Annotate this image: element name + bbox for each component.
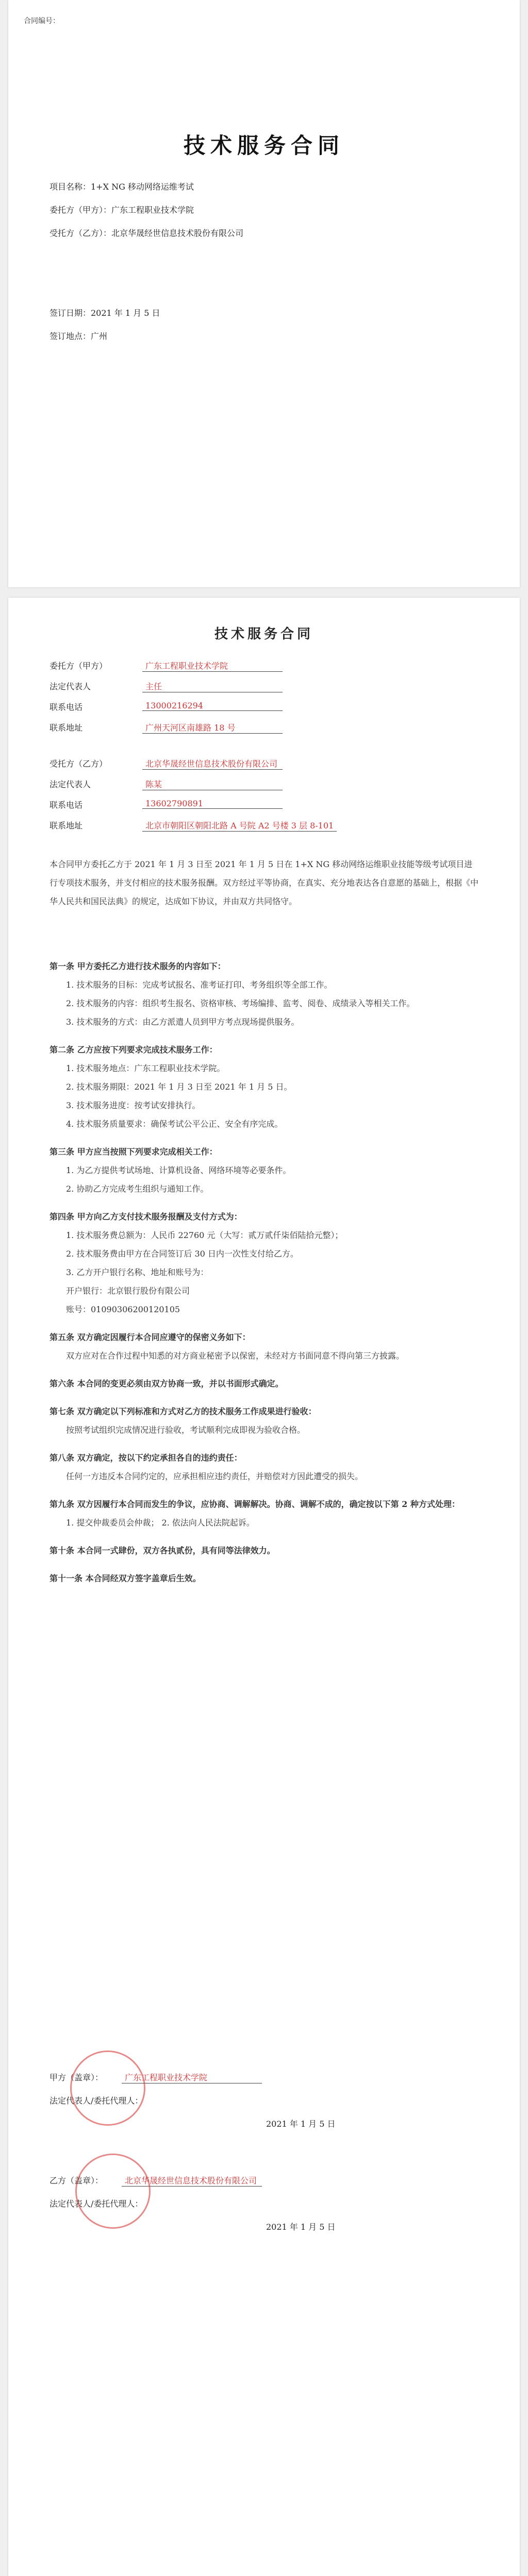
party-a-rep-value: 主任	[142, 680, 283, 692]
party-b-rep-label: 法定代表人	[50, 779, 91, 789]
clause-line: 第一条 甲方委托乙方进行技术服务的内容如下：	[50, 961, 226, 971]
clause-line: 第七条 双方确定以下列标准和方式对乙方的技术服务工作成果进行验收：	[50, 1406, 317, 1416]
party-a-seal-icon	[70, 2050, 145, 2126]
party-a-label: 委托方（甲方）	[50, 661, 108, 671]
cover-party-b: 受托方（乙方）：北京华晟经世信息技术股份有限公司	[50, 228, 244, 238]
clause-line: 2. 技术服务的内容：组织考生报名、资格审核、考场编排、监考、阅卷、成绩录入等相关工作。	[66, 998, 415, 1008]
sign-a-value: 广东工程职业技术学院	[122, 2071, 262, 2083]
cover-title: 技术服务合同	[183, 133, 344, 158]
clause-line: 第六条 本合同的变更必须由双方协商一致，并以书面形式确定。	[50, 1379, 284, 1388]
clause-line: 1. 技术服务地点：广东工程职业技术学院。	[66, 1063, 225, 1073]
sign-a-date: 2021 年 1 月 5 日	[266, 2119, 336, 2129]
clause-line: 任何一方违反本合同约定的，应承担相应违约责任，并赔偿对方因此遭受的损失。	[66, 1471, 364, 1481]
clause-line: 1. 技术服务费总额为：人民币 22760 元（大写：贰万贰仟柒佰陆拾元整）；	[66, 1230, 343, 1240]
party-b-label: 受托方（乙方）	[50, 759, 108, 769]
contract-number: 合同编号：	[24, 17, 60, 25]
party-a-phone-value: 13000216294	[142, 701, 283, 711]
party-b-address-value: 北京市朝阳区朝阳北路 A 号院 A2 号楼 3 层 8-101	[142, 819, 337, 832]
cover-party-a: 委托方（甲方）：广东工程职业技术学院	[50, 205, 194, 215]
clause-line: 1. 为乙方提供考试场地、计算机设备、网络环境等必要条件。	[66, 1165, 291, 1175]
party-a-value: 广东工程职业技术学院	[142, 659, 283, 672]
cover-project-name: 项目名称：1+X NG 移动网络运维考试	[50, 182, 194, 192]
party-b-phone-label: 联系电话	[50, 800, 83, 810]
clause-line: 2. 协助乙方完成考生组织与通知工作。	[66, 1184, 209, 1194]
contract-clauses	[50, 948, 478, 1588]
party-b-rep-value: 陈某	[142, 778, 283, 790]
contract-body-page	[8, 598, 520, 2576]
sign-a-label: 甲方（盖章）：	[50, 2073, 104, 2082]
clause-line: 账号：01090306200120105	[66, 1304, 180, 1314]
sign-b-value: 北京华晟经世信息技术股份有限公司	[122, 2174, 262, 2187]
clause-line: 3. 乙方开户银行名称、地址和账号为：	[66, 1267, 209, 1277]
clause-line: 第九条 双方因履行本合同而发生的争议，应协商、调解解决。协商、调解不成的，确定按以下第 2 种方式处理：	[50, 1499, 460, 1509]
clause-line: 第十条 本合同一式肆份，双方各执贰份，具有同等法律效力。	[50, 1546, 275, 1555]
clause-line: 第三条 甲方应当按照下列要求完成相关工作：	[50, 1147, 218, 1157]
party-a-address-value: 广州天河区南雄路 18 号	[142, 721, 283, 734]
cover-sign-date: 签订日期：2021 年 1 月 5 日	[50, 308, 160, 318]
clause-line: 第二条 乙方应按下列要求完成技术服务工作：	[50, 1045, 218, 1055]
clause-line: 2. 技术服务期限：2021 年 1 月 3 日至 2021 年 1 月 5 日。	[66, 1082, 292, 1092]
sign-b-rep: 法定代表人/委托代理人：	[50, 2199, 143, 2209]
cover-sign-place: 签订地点：广州	[50, 331, 108, 341]
sign-b-date: 2021 年 1 月 5 日	[266, 2222, 336, 2232]
sign-a-rep: 法定代表人/委托代理人：	[50, 2096, 143, 2106]
clause-line: 双方应对在合作过程中知悉的对方商业秘密予以保密，未经对方书面同意不得向第三方披露。	[66, 1351, 405, 1361]
party-b-phone-value: 13602790891	[142, 799, 283, 809]
clause-line: 第十一条 本合同经双方签字盖章后生效。	[50, 1573, 201, 1583]
clause-line: 3. 技术服务进度：按考试安排执行。	[66, 1100, 201, 1110]
contract-cover-page	[8, 0, 520, 587]
contract-intro: 本合同甲方委托乙方于 2021 年 1 月 3 日至 2021 年 1 月 5 日在 1+X NG 移动网络运维职业技能等级考试项目进行专项技术服务，并支付相应的技术服务报酬。双方经过平等协商，在真实、充分地表达各自意愿的基础上，根据《中华人民共和国民法典》的规定，达成如下协议，并由双方共同恪守。	[50, 859, 479, 906]
clause-line: 2. 技术服务费由甲方在合同签订后 30 日内一次性支付给乙方。	[66, 1249, 299, 1259]
clause-line: 4. 技术服务质量要求：确保考试公平公正、安全有序完成。	[66, 1119, 283, 1129]
party-a-phone-label: 联系电话	[50, 702, 83, 712]
sign-b-label: 乙方（盖章）：	[50, 2176, 104, 2185]
party-b-seal-icon	[75, 2154, 151, 2229]
clause-line: 1. 技术服务的目标：完成考试报名、准考证打印、考务组织等全部工作。	[66, 980, 333, 990]
party-a-rep-label: 法定代表人	[50, 682, 91, 691]
clause-line: 开户银行：北京银行股份有限公司	[66, 1286, 190, 1296]
body-title: 技术服务合同	[214, 626, 314, 642]
clause-line: 3. 技术服务的方式：由乙方派遣人员到甲方考点现场提供服务。	[66, 1017, 300, 1027]
clause-line: 按照考试组织完成情况进行验收，考试顺利完成即视为验收合格。	[66, 1425, 306, 1435]
party-b-value: 北京华晟经世信息技术股份有限公司	[142, 757, 283, 770]
clause-line: 1. 提交仲裁委员会仲裁； 2. 依法向人民法院起诉。	[66, 1518, 255, 1528]
party-a-address-label: 联系地址	[50, 723, 83, 733]
party-b-address-label: 联系地址	[50, 821, 83, 831]
clause-line: 第八条 双方确定，按以下约定承担各自的违约责任：	[50, 1453, 242, 1463]
clause-line: 第五条 双方确定因履行本合同应遵守的保密义务如下：	[50, 1332, 251, 1342]
clause-line: 第四条 甲方向乙方支付技术服务报酬及支付方式为：	[50, 1212, 242, 1222]
